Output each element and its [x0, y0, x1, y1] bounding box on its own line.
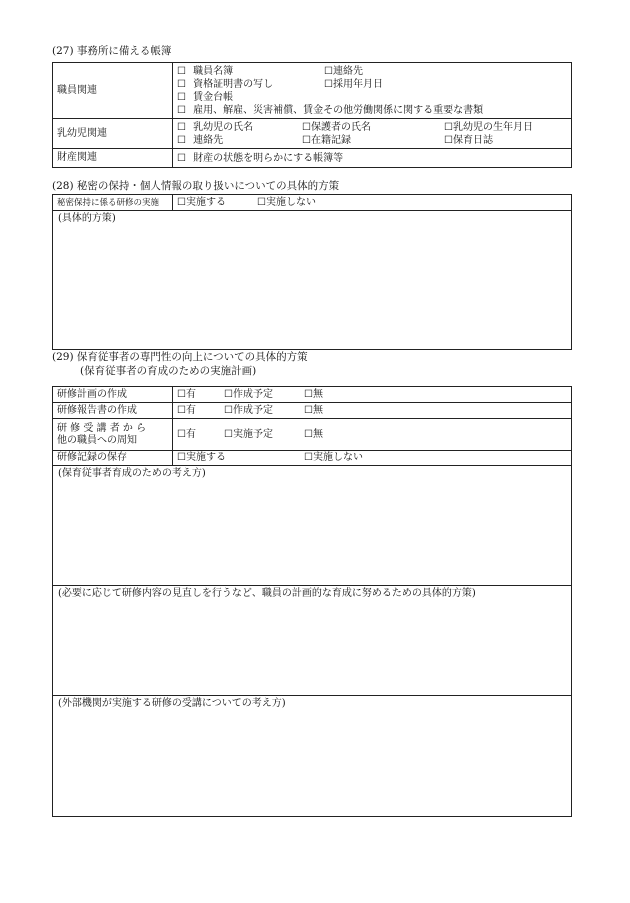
checkbox-confidentiality-implement[interactable]: ☐実施する — [177, 196, 226, 208]
staff-records-items — [173, 63, 572, 119]
asset-records-items — [173, 149, 572, 168]
asset-records-label: 財産関連 — [53, 149, 173, 168]
ledger-table — [52, 62, 572, 168]
checkbox-plan-yes[interactable]: ☐有 — [177, 388, 196, 400]
checkbox-plan-no[interactable]: ☐無 — [304, 388, 323, 400]
infant-records-row — [53, 119, 572, 149]
checkbox-wage-ledger[interactable]: ☐ 賃金台帳 — [177, 91, 234, 103]
external-training-row — [53, 696, 572, 817]
checkbox-hire-date[interactable]: ☐採用年月日 — [324, 78, 383, 90]
training-report-label: 研修報告書の作成 — [53, 403, 173, 419]
staff-records-label: 職員関連 — [53, 63, 173, 119]
confidentiality-measures-area[interactable] — [53, 211, 572, 350]
checkbox-asset-ledger[interactable]: ☐ 財産の状態を明らかにする帳簿等 — [177, 152, 344, 164]
checkbox-report-no[interactable]: ☐無 — [304, 404, 323, 416]
training-plan-row — [53, 387, 572, 403]
external-training-label: (外部機関が実施する研修の受講についての考え方) — [58, 698, 286, 709]
planned-development-area[interactable] — [53, 586, 572, 696]
checkbox-record-implement[interactable]: ☐実施する — [177, 452, 226, 463]
training-report-row — [53, 403, 572, 419]
staff-records-row — [53, 63, 572, 119]
confidentiality-measures-row — [53, 211, 572, 350]
training-record-row — [53, 451, 572, 466]
checkbox-share-no[interactable]: ☐無 — [304, 428, 323, 440]
training-share-label: 研 修 受 講 者 か ら 他の職員への周知 — [53, 419, 173, 451]
confidentiality-training-row — [53, 195, 572, 211]
asset-records-row — [53, 149, 572, 168]
checkbox-qualification-copy[interactable]: ☐ 資格証明書の写し — [177, 78, 274, 90]
development-approach-label: (保育従事者育成のための考え方) — [58, 468, 206, 479]
development-approach-area[interactable] — [53, 466, 572, 586]
training-record-label: 研修記録の保存 — [53, 451, 173, 466]
infant-records-items — [173, 119, 572, 149]
confidentiality-measures-label: (具体的方策) — [58, 213, 116, 224]
section-29-title: (29) 保育従事者の専門性の向上についての具体的方策 — [52, 351, 308, 363]
checkbox-record-not-implement[interactable]: ☐実施しない — [304, 452, 363, 463]
checkbox-confidentiality-not-implement[interactable]: ☐実施しない — [257, 196, 316, 208]
development-approach-row — [53, 466, 572, 586]
planned-development-row — [53, 586, 572, 696]
checkbox-staff-contact[interactable]: ☐連絡先 — [324, 65, 363, 77]
section-29-subtitle: (保育従事者の育成のための実施計画) — [80, 365, 257, 377]
checkbox-infant-name[interactable]: ☐ 乳幼児の氏名 — [177, 121, 254, 133]
infant-records-label: 乳幼児関連 — [53, 119, 173, 149]
training-plan-table — [52, 386, 572, 817]
checkbox-infant-contact[interactable]: ☐ 連絡先 — [177, 134, 224, 146]
confidentiality-table — [52, 194, 572, 350]
checkbox-staff-roster[interactable]: ☐ 職員名簿 — [177, 65, 234, 77]
checkbox-childcare-diary[interactable]: ☐保育日誌 — [444, 134, 493, 146]
confidentiality-training-label: 秘密保持に係る研修の実施 — [57, 197, 160, 208]
checkbox-infant-birthdate[interactable]: ☐乳幼児の生年月日 — [444, 121, 533, 133]
checkbox-labor-documents[interactable]: ☐ 雇用、解雇、災害補償、賃金その他労働関係に関する重要な書類 — [177, 104, 484, 116]
training-share-row — [53, 419, 572, 451]
training-plan-label: 研修計画の作成 — [53, 387, 173, 403]
external-training-area[interactable] — [53, 696, 572, 817]
checkbox-report-yes[interactable]: ☐有 — [177, 404, 196, 416]
checkbox-plan-scheduled[interactable]: ☐作成予定 — [224, 388, 273, 400]
planned-development-label: (必要に応じて研修内容の見直しを行うなど、職員の計画的な育成に努めるための具体的方策) — [58, 588, 476, 599]
confidentiality-training-options — [173, 195, 572, 211]
checkbox-enrollment-record[interactable]: ☐在籍記録 — [302, 134, 351, 146]
checkbox-share-scheduled[interactable]: ☐実施予定 — [224, 428, 273, 440]
checkbox-share-yes[interactable]: ☐有 — [177, 428, 196, 440]
checkbox-report-scheduled[interactable]: ☐作成予定 — [224, 404, 273, 416]
section-27-title: (27) 事務所に備える帳簿 — [52, 45, 172, 57]
section-28-title: (28) 秘密の保持・個人情報の取り扱いについての具体的方策 — [52, 180, 340, 192]
checkbox-guardian-name[interactable]: ☐保護者の氏名 — [302, 121, 371, 133]
